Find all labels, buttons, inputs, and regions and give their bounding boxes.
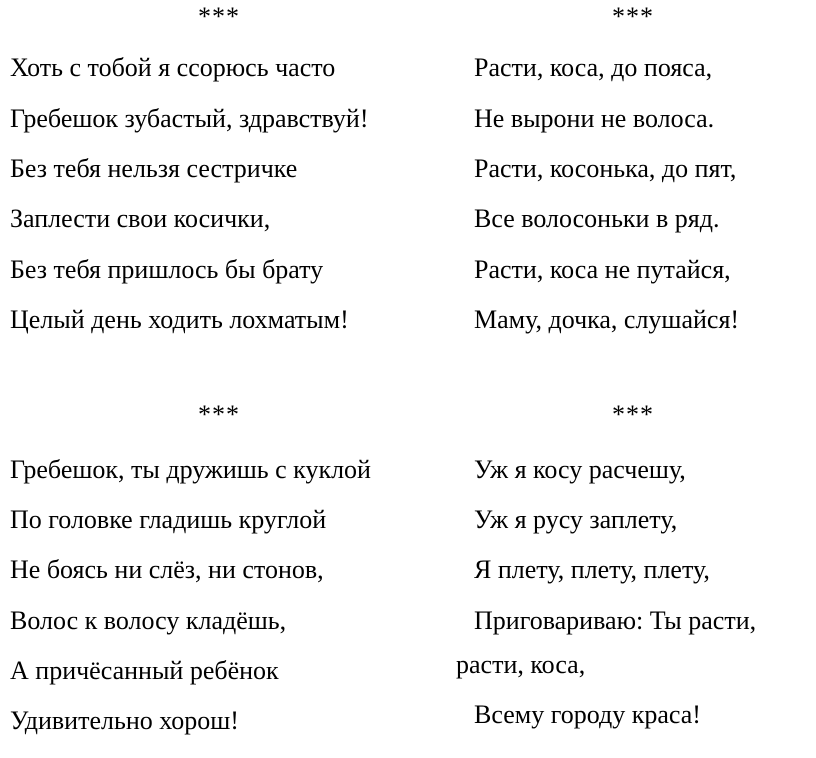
- poem-line: Расти, коса, до пояса,: [474, 53, 713, 82]
- poem-line: Все волосоньки в ряд.: [474, 204, 720, 233]
- poem-line: расти, коса,: [456, 650, 586, 679]
- poem-line: Без тебя нельзя сестричке: [10, 154, 298, 183]
- poem-line: Не вырони не волоса.: [474, 104, 715, 133]
- poem-line: Не боясь ни слёз, ни стонов,: [10, 555, 324, 584]
- poem-line: Приговариваю: Ты расти,: [474, 606, 757, 635]
- poem-line: Я плету, плету, плету,: [474, 555, 710, 584]
- poem-line: Маму, дочка, слушайся!: [474, 305, 740, 334]
- poem-line: Целый день ходить лохматым!: [10, 305, 349, 334]
- poem-line: По головке гладишь круглой: [10, 505, 327, 534]
- poem-line: Уж я русу заплету,: [474, 505, 678, 534]
- poem-line: Волос к волосу кладёшь,: [10, 606, 287, 635]
- poem-title: ***: [198, 400, 240, 429]
- poem-line: Расти, коса не путайся,: [474, 255, 731, 284]
- poem-line: Хоть с тобой я ссорюсь часто: [10, 53, 336, 82]
- poem-title: ***: [612, 400, 654, 429]
- poem-title: ***: [198, 2, 240, 31]
- poem-title: ***: [612, 2, 654, 31]
- poem-line: Расти, косонька, до пят,: [474, 154, 737, 183]
- poem-line: Гребешок зубастый, здравствуй!: [10, 104, 369, 133]
- poem-line: Удивительно хорош!: [10, 706, 239, 735]
- poem-line: Заплести свои косички,: [10, 204, 271, 233]
- poem-line: Всему городу краса!: [474, 700, 701, 729]
- poem-line: Уж я косу расчешу,: [474, 455, 686, 484]
- poem-line: Гребешок, ты дружишь с куклой: [10, 455, 371, 484]
- poem-line: Без тебя пришлось бы брату: [10, 255, 324, 284]
- poem-line: А причёсанный ребёнок: [10, 656, 279, 685]
